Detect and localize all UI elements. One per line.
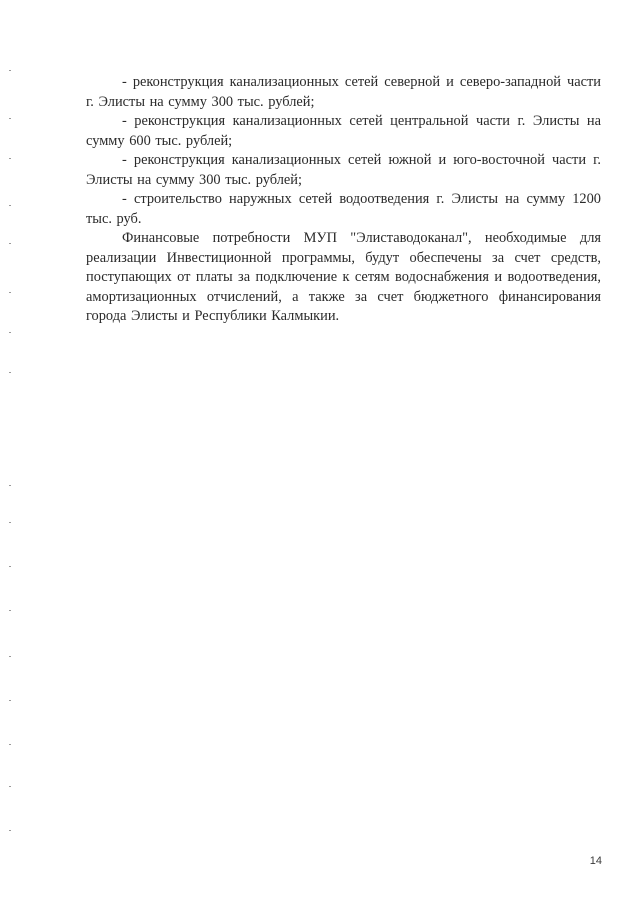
scan-artifact bbox=[9, 566, 11, 567]
document-body bbox=[86, 73, 601, 327]
scan-artifact bbox=[9, 656, 11, 657]
scan-artifact bbox=[9, 243, 11, 244]
scan-artifact bbox=[9, 372, 11, 373]
scan-artifact bbox=[9, 522, 11, 523]
paragraph-external-drainage: - строительство наружных сетей водоотведения г. Элисты на сумму 1200 тыс. руб. bbox=[86, 191, 601, 227]
scan-artifact bbox=[9, 786, 11, 787]
paragraph-financing: Финансовые потребности МУП "Элиставодоканал", необходимые для реализации Инвестиционной программы, будут обеспечены за счет средств, поступающих от платы за подключение к сетям водоснабжения и водоотведения, амортизационных отчислений, а также за счет бюджетного финансирования города Элисты и Республики Калмыкии. bbox=[86, 230, 601, 324]
scan-artifact bbox=[9, 830, 11, 831]
scan-artifact bbox=[9, 744, 11, 745]
paragraph-central-sewer: - реконструкция канализационных сетей центральной части г. Элисты на сумму 600 тыс. рублей; bbox=[86, 113, 601, 149]
scan-artifact bbox=[9, 292, 11, 293]
scan-artifact bbox=[9, 700, 11, 701]
paragraph-north-northwest-sewer: - реконструкция канализационных сетей северной и северо-западной части г. Элисты на сумму 300 тыс. рублей; bbox=[86, 74, 601, 110]
scan-artifact bbox=[9, 118, 11, 119]
scan-artifact bbox=[9, 158, 11, 159]
scan-artifact bbox=[9, 332, 11, 333]
paragraph-south-southeast-sewer: - реконструкция канализационных сетей южной и юго-восточной части г. Элисты на сумму 300 тыс. рублей; bbox=[86, 152, 601, 188]
scan-artifact bbox=[9, 485, 11, 486]
scan-artifact bbox=[9, 205, 11, 206]
page-number: 14 bbox=[589, 855, 602, 867]
scan-artifact bbox=[9, 610, 11, 611]
scan-artifact bbox=[9, 70, 11, 71]
